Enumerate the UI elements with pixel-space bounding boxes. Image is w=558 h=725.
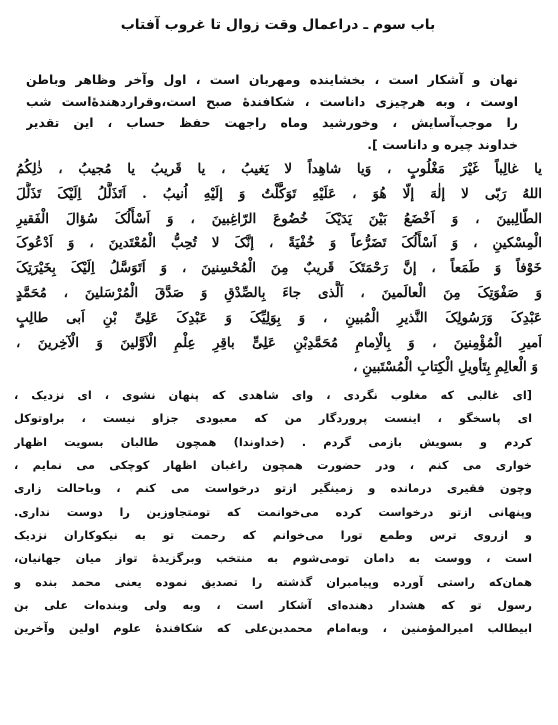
arabic-line: وَ صَفْوَتِکَ مِنَ الْعالَمینَ ، اَلَّذی جاءَ بِالصِّدْقِ وَ صَدَّقَ الْمُرْسَلینَ ، مُحَمَّدٍ [16,284,542,301]
arabic-line: وَ الْعالِمِ بِتَأویلِ الْکِتابِ الْمُسْتَبینِ ، [353,359,538,376]
intro-paragraph [14,69,542,155]
intro-line: خداوند چیره و داناست ]. [367,136,518,152]
translation-line: خواری می کنم ، ودر حضورت همچون راغبان اظهار کوچکی می نمایم ، [14,458,532,473]
translation-line: وپنهانی ازتو درخواست کرده می‌خوانمت که تومتجاوزین را دوست نداری. [14,504,532,519]
translation-line: ابیطالب امیرالمؤمنین ، وبه‌امام محمدبن‌علی که شکافندۀ علوم اولین وآخرین [14,621,532,636]
translation-line: کردم و بسویش بازمی گردم . (خداوندا) همچون طالبان بسویت اظهار [14,434,532,449]
arabic-prayer [14,157,542,380]
translation-line: رسول تو که هشدار دهنده‌ای آشکار است ، وبه ولی وبنده‌ات علی بن [14,597,532,612]
intro-line: را موجب‌آسایش ، وخورشید وماه راجهت حفظ حساب ، این تقدیر [26,115,518,130]
intro-line: نهان و آشکار است ، بخشاینده ومهربان است ، اول وآخر وظاهر وباطن [26,72,518,87]
translation-line: [ای غالبی که مغلوب نگردی ، وای شاهدی که پنهان نشوی ، ای نزدیک ، [14,388,532,403]
arabic-line: الْمِسْکینِ ، وَ اَسْأَلُکَ تَضَرُّعاً وَ خُفْیَةً ، إنَّکَ لا تُحِبُّ الْمُعْتَدینَ ، وَ اَدْعُوکَ [16,235,542,252]
translation-line: ای پاسخگو ، اینست پروردگار من که معبودی جزاو نیست ، براوتوکل [14,411,532,426]
arabic-line: عَبْدِکَ وَرَسُولِکَ النَّذیرِ الْمُبینِ ، وَ بِوَلِیِّکَ وَ عَبْدِکَ عَلِیِّ بْنِ اَبی طالِبٍ [16,309,542,326]
persian-translation [14,384,542,640]
arabic-line: اَمیرِ الْمُؤْمِنینَ ، وَ بِالْاِمامِ مُحَمَّدِبْنِ عَلِیٍّ باقِرِ عِلْمِ الْاَوَّلینَ وَ الْآخِرینَ ، [16,334,542,351]
translation-line: وچون فقیری درمانده و زمینگیر ازتو درخواست می کنم ، وباحالت زاری [14,481,532,496]
translation-line: همان‌که راستی آورده وپیامبران گذشته را تصدیق نموده یعنی محمد بنده و [14,574,532,589]
arabic-line: الطّالِبینَ ، وَ اَخْضَعُ بَیْنَ یَدَیْکَ خُضُوعَ الرّاغِبینَ ، وَ اَسْأَلُکَ سُؤالَ الْفَقیرِ [16,210,542,227]
arabic-line: اللهُ رَبّی لا إلٰهَ إلّا هُوَ ، عَلَیْهِ تَوَکَّلْتُ وَ إلَیْهِ اُنیبُ . اَتَذَلَّلُ اِلَیْکَ تَذَلُّلَ [16,185,542,202]
arabic-line: یا غالِباً غَیْرَ مَغْلُوبٍ ، وَیا شاهِداً لا یَغیبُ ، یا قَریبُ یا مُجیبُ ، ذٰلِکُمُ [16,161,542,177]
arabic-line: خَوْفاً وَ طَمَعاً ، إنَّ رَحْمَتَکَ قَریبٌ مِنَ الْمُحْسِنینَ ، وَ اَتَوَسَّلُ اِلَیْکَ بِخَیْرَتِکَ [16,260,542,277]
translation-line: است ، ووست به دامان تومی‌شوم به منتخب وبرگزیدۀ تواز میان جهانیان، [14,551,532,566]
translation-line: و ازروی ترس وطمع تورا می‌خوانم که رحمت تو به نیکوکاران نزدیک [14,527,532,542]
chapter-header: باب سوم ـ دراعمال وقت زوال تا غروب آفتاب [120,17,436,33]
intro-line: اوست ، وبه هرچیزی داناست ، شکافندۀ صبح است،وقراردهندۀاست شب [26,93,518,109]
